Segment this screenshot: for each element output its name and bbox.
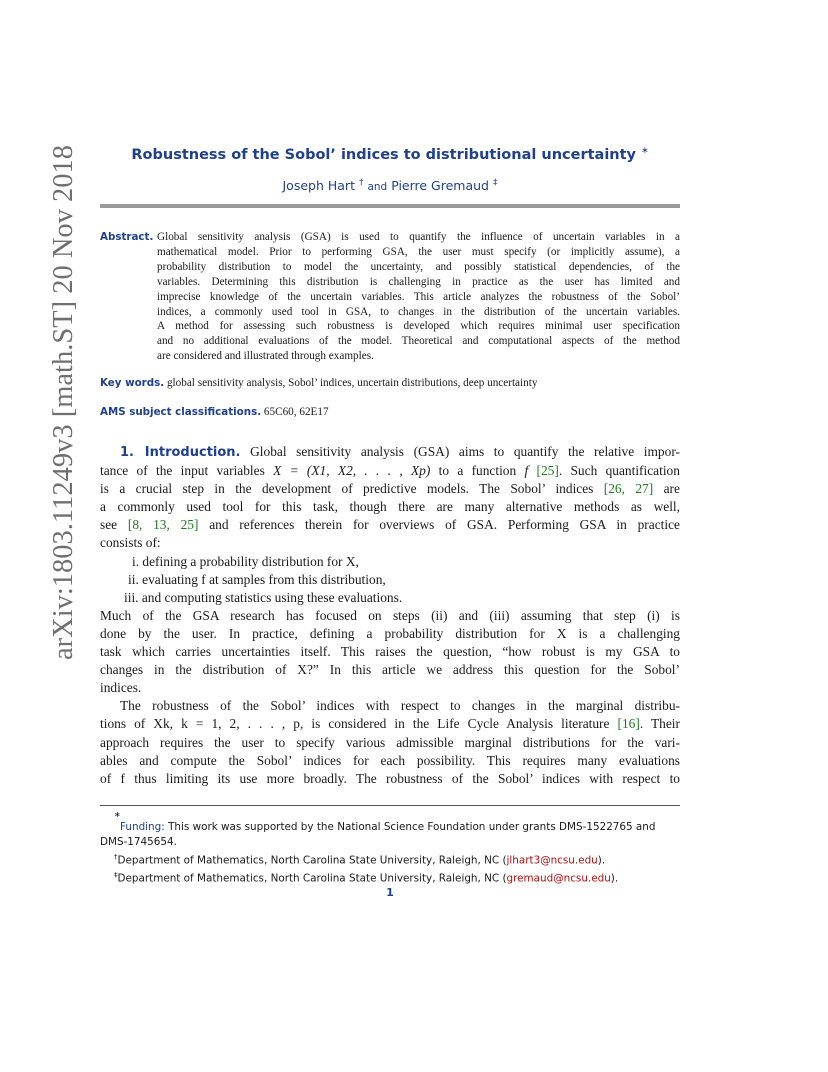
affiliation-mark: †: [114, 853, 118, 861]
body-line: [100, 462, 680, 480]
ams-classifications: [100, 406, 680, 418]
author-line: [100, 178, 680, 193]
list-item: i. defining a probability distribution for X,: [132, 553, 359, 569]
email-link[interactable]: jlhart3@ncsu.edu: [506, 854, 598, 867]
body-text: . Such quantification: [558, 463, 680, 479]
title-footnote-mark: ∗: [641, 146, 649, 156]
footnotes: [100, 810, 680, 887]
email-link[interactable]: gremaud@ncsu.edu: [506, 872, 611, 885]
abstract-label: Abstract.: [100, 231, 154, 243]
affiliation-text: Department of Mathematics, North Carolina State University, Raleigh, NC (: [117, 872, 507, 885]
body-text: tions of Xk, k = 1, 2, . . . , p, is considered in the Life Cycle Analysis literature: [100, 716, 610, 732]
section-heading: 1. Introduction.: [120, 445, 241, 460]
abstract-line: probability distribution to model the uncertainty, and possibly statistical dependencies, of the: [157, 260, 680, 273]
body-text: to a function: [438, 463, 517, 479]
ams-text: 65C60, 62E17: [263, 406, 329, 418]
footnote-rule: [100, 805, 680, 806]
keywords: [100, 377, 680, 389]
math-inline: f: [524, 463, 529, 479]
title-rule: [100, 204, 680, 208]
body-line: of f thus limiting its use more broadly. The robustness of the Sobol’ indices with respect to: [100, 770, 680, 786]
author-second: Pierre Gremaud: [391, 178, 489, 194]
body-line: done by the user. In practice, defining a probability distribution for X is a challenging: [100, 625, 680, 641]
body-line: [100, 443, 680, 462]
body-line: [100, 480, 680, 498]
list-item: ii. evaluating f at samples from this distribution,: [128, 571, 386, 587]
affiliation-end: ).: [597, 854, 606, 867]
arxiv-identifier-stamp: arXiv:1803.11249v3 [math.ST] 20 Nov 2018: [48, 144, 79, 660]
abstract-line: mathematical model. Prior to performing GSA, the user must specify (or implicitly assume), a: [157, 245, 680, 258]
abstract: [100, 230, 680, 364]
author-first: Joseph Hart: [282, 178, 355, 194]
affiliation-mark: ‡: [114, 871, 118, 880]
paper-title-text: Robustness of the Sobol’ indices to distributional uncertainty: [131, 146, 636, 163]
page-number: 1: [386, 886, 394, 899]
author-first-mark: †: [358, 178, 364, 188]
abstract-line: indices, a commonly used tool in GSA, to changes in the distribution of the uncertain variables.: [157, 305, 680, 318]
body-line: [100, 715, 680, 733]
body-text: are: [663, 481, 680, 497]
footnote-star-mark: ∗: [114, 810, 121, 819]
body-line: changes in the distribution of X?” In this article we address this question for the Sobol’: [100, 662, 680, 678]
body-line: ables and compute the Sobol’ indices for each possibility. This requires many evaluations: [100, 752, 680, 768]
math-inline: X = (X1, X2, . . . , Xp): [273, 463, 431, 479]
body-line: indices.: [100, 680, 142, 696]
abstract-line: imprecise knowledge of the uncertain variables. This article analyzes the robustness of the Sobol’: [157, 290, 680, 303]
affiliation-text: Department of Mathematics, North Carolina State University, Raleigh, NC (: [117, 854, 507, 867]
citation-link[interactable]: [8, 13, 25]: [127, 517, 199, 533]
abstract-line: variables. Determining this distribution is challenging in practice as the user has limited and: [157, 275, 680, 288]
body-line: The robustness of the Sobol’ indices with respect to changes in the marginal distribu-: [120, 698, 680, 714]
body-line: a commonly used tool for this task, though there are many alternative methods as well,: [100, 499, 680, 515]
keywords-label: Key words.: [100, 377, 165, 389]
affiliation-end: ).: [610, 872, 619, 885]
paper-title: [100, 146, 680, 163]
body-text: tance of the input variables: [100, 463, 265, 479]
funding-label: Funding:: [120, 821, 165, 833]
abstract-line: A method for assessing such robustness is developed which requires minimal user specification: [157, 320, 680, 333]
body-text: and references therein for overviews of GSA. Performing GSA in practice: [209, 517, 680, 533]
ams-label: AMS subject classifications.: [100, 406, 262, 418]
body-line: task which carries uncertainties itself. This raises the question, “how robust is my GSA to: [100, 644, 680, 660]
body-line: Much of the GSA research has focused on steps (ii) and (iii) assuming that step (i) is: [100, 607, 680, 623]
keywords-text: global sensitivity analysis, Sobol’ indices, uncertain distributions, deep uncertainty: [166, 377, 538, 389]
abstract-line: Global sensitivity analysis (GSA) is used to quantify the influence of uncertain variables in a: [157, 231, 680, 243]
affiliation-footnote-2: [100, 868, 680, 886]
body-text: see: [100, 517, 118, 533]
funding-footnote: [100, 820, 680, 850]
body-line: consists of:: [100, 535, 161, 551]
abstract-line: and no additional evaluations of the model. Theoretical and computational aspects of the method: [157, 335, 680, 348]
body-text: Global sensitivity analysis (GSA) aims to quantify the relative impor-: [250, 444, 680, 459]
affiliation-footnote-1: [100, 850, 680, 868]
funding-text: This work was supported by the National Science Foundation under grants DMS-1522765 and DMS-1745654.: [100, 821, 656, 848]
introduction-section: [100, 443, 680, 788]
list-item: iii. and computing statistics using these evaluations.: [124, 589, 403, 605]
body-line: approach requires the user to specify various admissible marginal distributions for the vari-: [100, 734, 680, 750]
citation-link[interactable]: [25]: [536, 463, 559, 479]
author-conjunction: and: [367, 181, 388, 194]
citation-link[interactable]: [26, 27]: [603, 481, 654, 497]
citation-link[interactable]: [16]: [617, 716, 640, 732]
body-line: [100, 516, 680, 534]
author-second-mark: ‡: [492, 178, 498, 188]
body-text: is a crucial step in the development of predictive models. The Sobol’ indices: [100, 481, 594, 497]
body-text: . Their: [639, 716, 680, 732]
abstract-line: are considered and illustrated through examples.: [157, 350, 374, 363]
